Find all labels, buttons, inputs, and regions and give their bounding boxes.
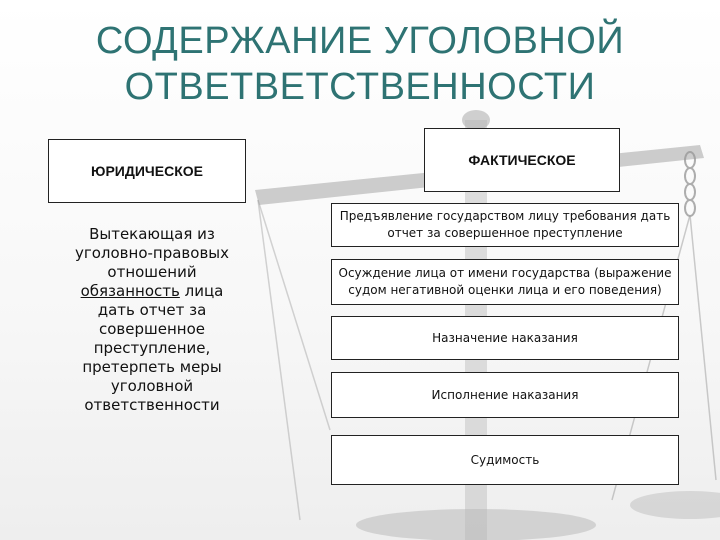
factual-step-1 [331, 203, 679, 247]
legal-description [63, 225, 241, 415]
factual-step-5 [331, 435, 679, 485]
factual-header-label: ФАКТИЧЕСКОЕ [468, 152, 576, 168]
legal-description-end: лица дать отчет за совершенное преступление, претерпеть меры уголовной ответственности [82, 282, 224, 414]
factual-step-label: Исполнение наказания [431, 387, 579, 402]
title-line-2: ОТВЕТВЕТСТВЕННОСТИ [124, 66, 596, 108]
factual-step-2 [331, 259, 679, 305]
title-line-1: СОДЕРЖАНИЕ УГОЛОВНОЙ [95, 20, 625, 62]
factual-step-label: Осуждение лица от имени государства (выражение судом негативной оценки лица и его поведения) [338, 266, 672, 297]
legal-description-start: Вытекающая из уголовно-правовых отношений [74, 225, 230, 281]
factual-step-label: Судимость [470, 452, 540, 467]
factual-step-label: Назначение наказания [432, 330, 578, 345]
legal-header-label: ЮРИДИЧЕСКОЕ [91, 163, 203, 179]
legal-header-box [48, 139, 246, 203]
factual-step-3 [331, 316, 679, 360]
factual-step-4 [331, 372, 679, 418]
legal-description-underlined: обязанность [80, 282, 180, 300]
page-title [40, 18, 680, 110]
factual-header-box [424, 128, 620, 192]
factual-step-label: Предъявление государством лицу требования дать отчет за совершенное преступление [339, 209, 671, 240]
